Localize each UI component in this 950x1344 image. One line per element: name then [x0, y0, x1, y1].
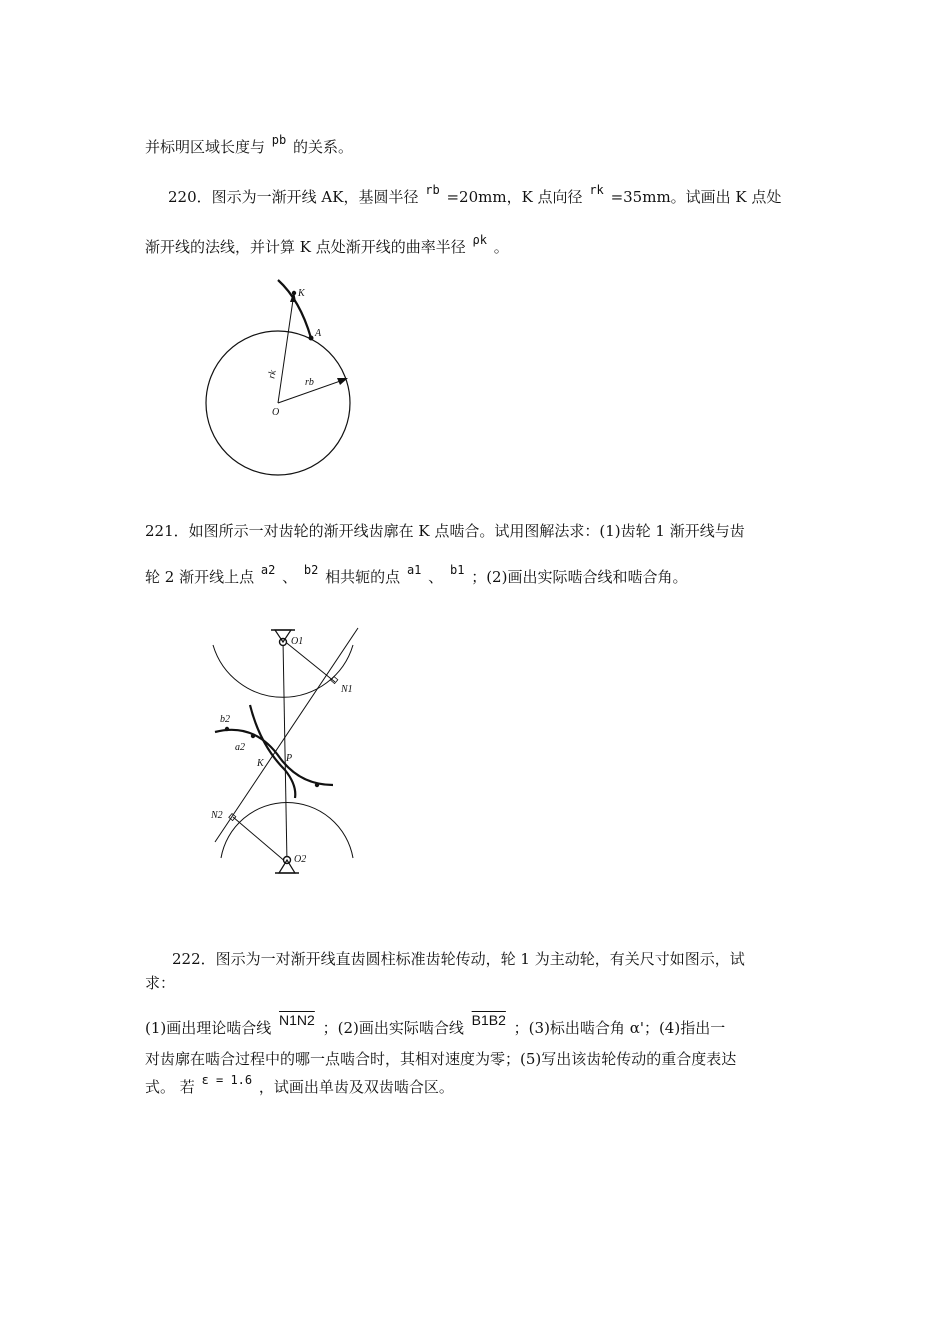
figure-221-gear-pair — [205, 620, 365, 890]
p222-line-3: (1)画出理论啮合线 N1N2 ；(2)画出实际啮合线 B1B2 ；(3)标出啮合角 α'；(4)指出一 — [145, 1012, 726, 1037]
symbol-epsilon: ε = 1.6 — [201, 1073, 253, 1087]
label-a2: a2 — [235, 742, 245, 753]
radius-rk — [278, 293, 294, 403]
label-rb: rb — [305, 377, 314, 388]
symbol-a1: a1 — [406, 563, 422, 577]
p222-line-5: 式。 若 $^{\varepsilon = 1.6}$ ，试画出单齿及双齿啮合区。 — [145, 1073, 454, 1096]
p222-line-2: 求： — [145, 974, 176, 992]
p221-line-1: 221．如图所示一对齿轮的渐开线齿廓在 K 点啮合。试用图解法求：(1)齿轮 1 渐开线与齿 — [145, 522, 745, 540]
label-P: P — [286, 753, 293, 764]
symbol-rb: rb — [425, 183, 440, 197]
figure-220-involute — [195, 275, 365, 485]
label-O2: O2 — [294, 854, 307, 865]
symbol-rho-k: ρk — [472, 233, 487, 247]
label-O1: O1 — [291, 636, 304, 647]
symbol-pb: pb — [271, 133, 287, 147]
label-A: A — [315, 328, 322, 339]
symbol-rk: rk — [589, 183, 604, 197]
overline-B1B2: B1B2 — [471, 1012, 506, 1028]
p219-line: 并标明区域长度与 $^{pb}$ 的关系。 — [145, 133, 354, 156]
p222-line-1: 222．图示为一对渐开线直齿圆柱标准齿轮传动，轮 1 为主动轮，有关尺寸如图示，试 — [172, 950, 745, 968]
profile-gear1 — [250, 705, 295, 798]
p220-line-1: 220．图示为一渐开线 AK，基圆半径 $^{rb}$ =20mm，K 点向径 $^{rk}$ =35mm。试画出 K 点处 — [168, 183, 782, 206]
p222-line-4: 对齿廓在啮合过程中的哪一点啮合时，其相对速度为零；(5)写出该齿轮传动的重合度表达 — [145, 1050, 737, 1068]
p220-line-2: 渐开线的法线，并计算 K 点处渐开线的曲率半径 $^{\rho k}$ 。 — [145, 233, 509, 256]
symbol-b2: b2 — [303, 563, 319, 577]
symbol-a2: a2 — [260, 563, 276, 577]
label-N2: N2 — [211, 810, 223, 821]
label-rk: rk — [266, 369, 279, 380]
label-K: K — [298, 288, 305, 299]
overline-N1N2: N1N2 — [279, 1012, 315, 1028]
symbol-b1: b1 — [449, 563, 465, 577]
center-line — [283, 640, 287, 863]
label-K: K — [257, 758, 264, 769]
involute-curve — [278, 280, 311, 338]
label-N1: N1 — [341, 684, 353, 695]
label-b2: b2 — [220, 714, 230, 725]
p221-line-2: 轮 2 渐开线上点 $^{a2}$ 、 $^{b2}$ 相共轭的点 $^{a1}$ 、 $^{b1}$ ；(2)画出实际啮合线和啮合角。 — [145, 563, 688, 586]
label-O: O — [272, 407, 280, 418]
